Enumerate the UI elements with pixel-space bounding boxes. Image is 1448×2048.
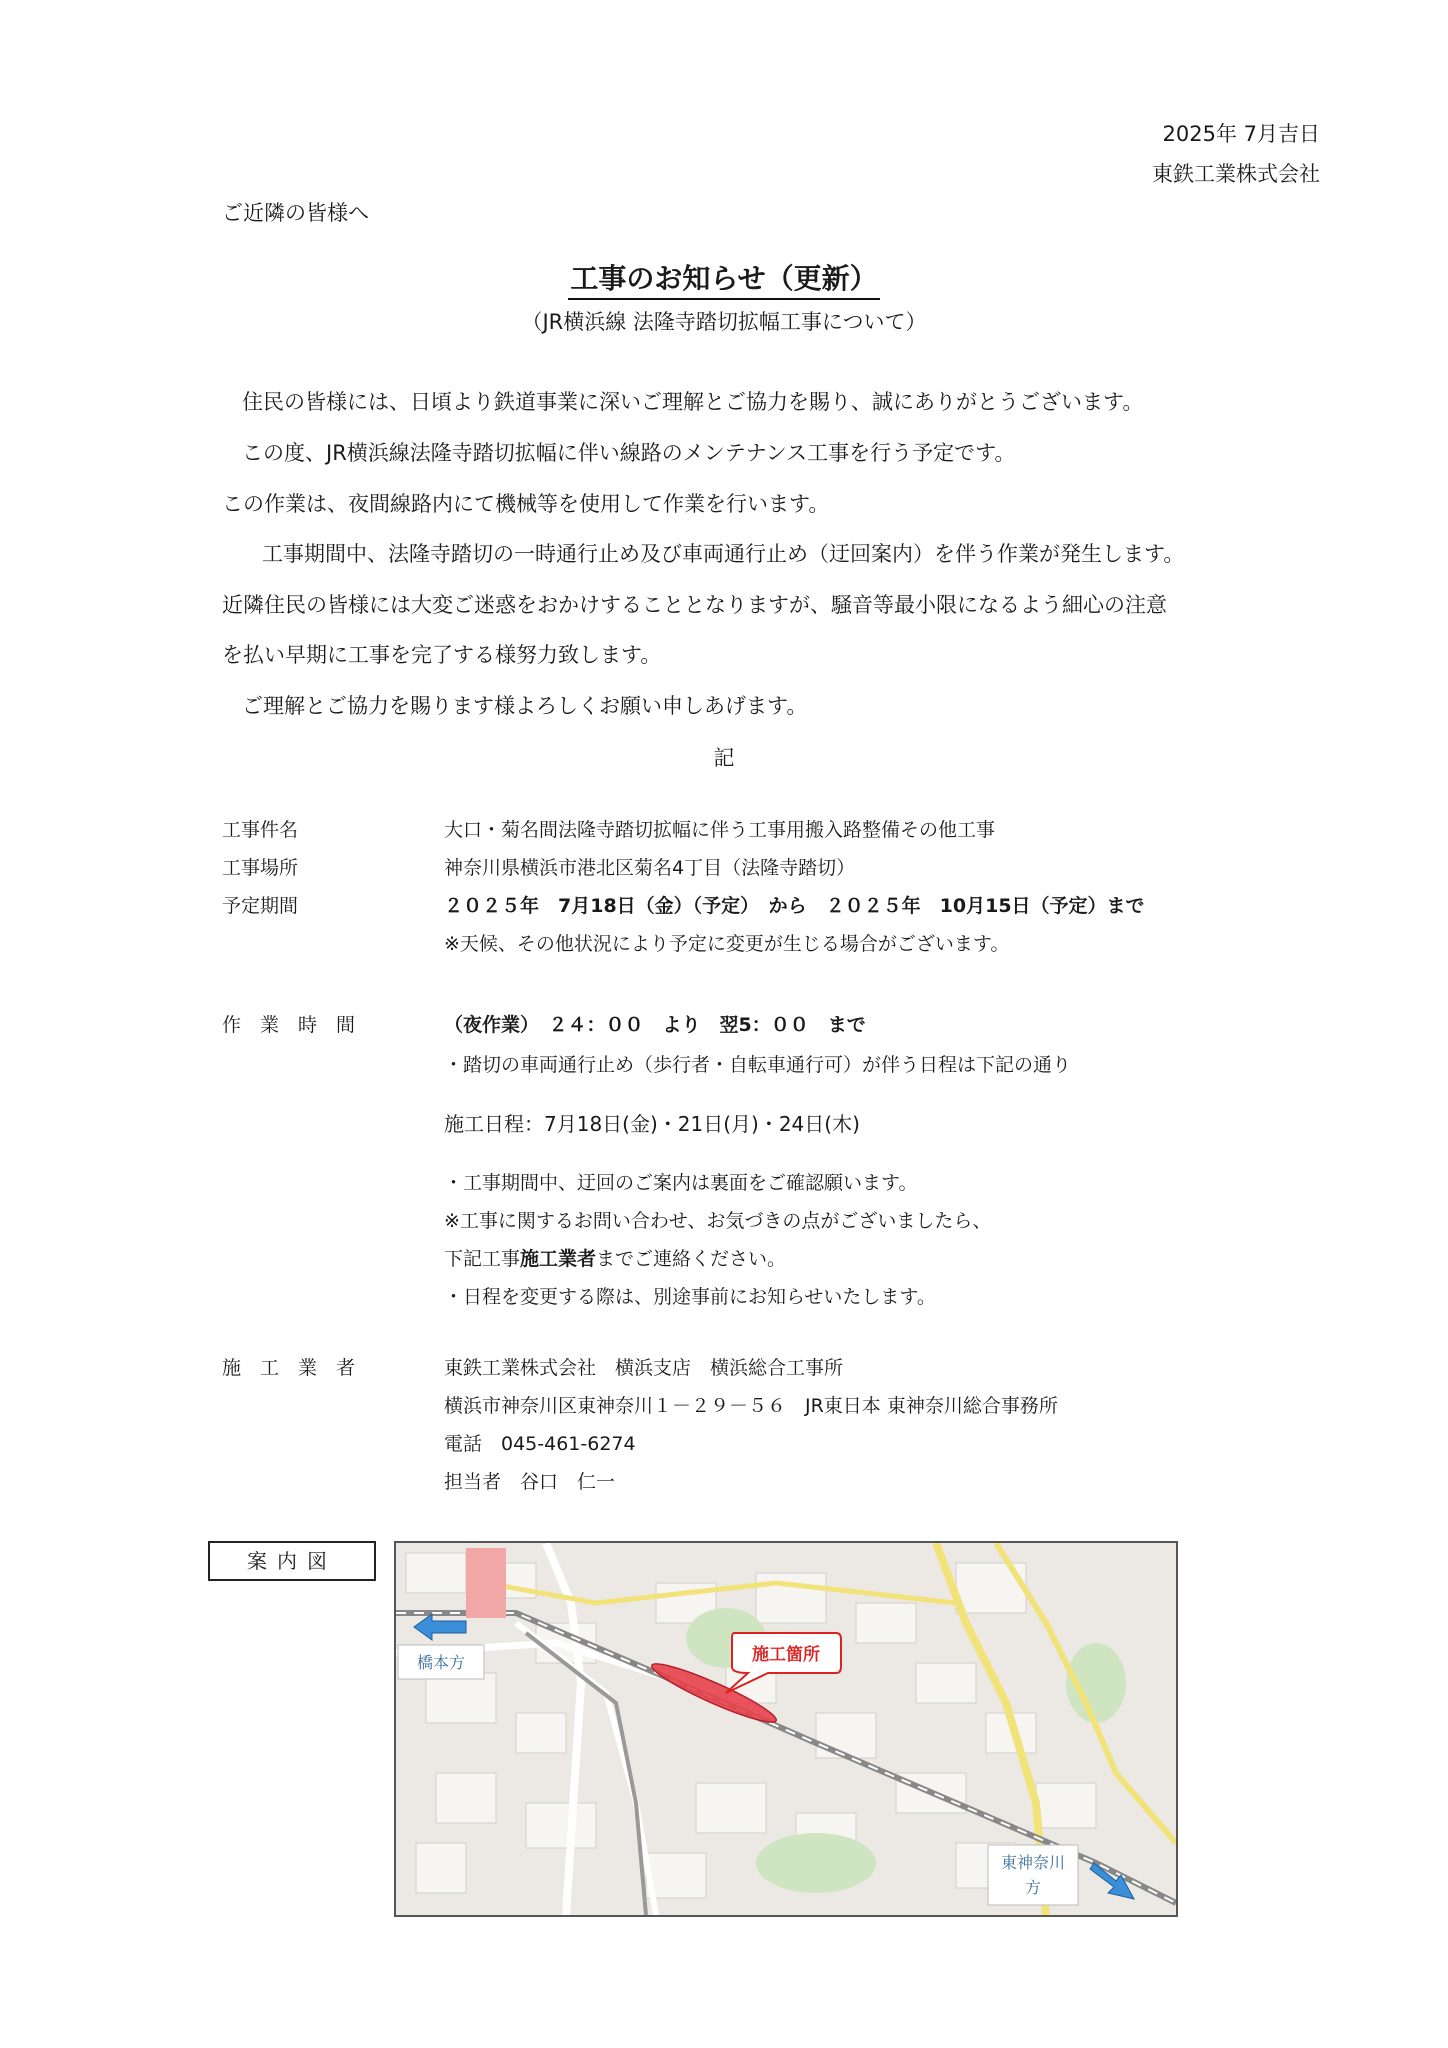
map-svg (396, 1543, 1176, 1915)
body-paragraph-1: 住民の皆様には、日頃より鉄道事業に深いご理解とご協力を賜り、誠にありがとうございます。 (242, 390, 1144, 414)
contractor-line-1: 東鉄工業株式会社 横浜支店 横浜総合工事所 (444, 1357, 844, 1379)
contractor-label: 施 工 業 者 (222, 1357, 356, 1379)
body-paragraph-6: を払い早期に工事を完了する様努力致します。 (222, 643, 662, 667)
note-contact (444, 1244, 786, 1271)
station-icon (466, 1548, 506, 1618)
body-paragraph-2: この度、JR横浜線法隆寺踏切拡幅に伴い線路のメンテナンス工事を行う予定です。 (242, 441, 1016, 465)
place-label: 工事場所 (222, 857, 299, 879)
note-schedule-change: ・日程を変更する際は、別途事前にお知らせいたします。 (444, 1286, 936, 1308)
note-inquiry: ※工事に関するお問い合わせ、お気づきの点がございましたら、 (444, 1210, 992, 1232)
hours-label: 作 業 時 間 (222, 1014, 356, 1036)
body-paragraph-4: 工事期間中、法隆寺踏切の一時通行止め及び車両通行止め（迂回案内）を伴う作業が発生します。 (262, 542, 1185, 566)
notice-date: 2025年 7月吉日 (1162, 122, 1320, 146)
period-label: 予定期間 (222, 895, 299, 917)
subtitle: （JR横浜線 法隆寺踏切拡幅工事について） (521, 310, 927, 334)
page-title (0, 257, 1448, 297)
hours-value: （夜作業） ２４：００ より 翌5：００ まで (444, 1014, 866, 1036)
site-label: 施工箇所 (752, 1645, 820, 1665)
place-value: 神奈川県横浜市港北区菊名4丁目（法隆寺踏切） (444, 857, 856, 879)
guide-map (394, 1541, 1178, 1917)
note-contact-contractor: 施工業者 (520, 1248, 597, 1270)
contractor-line-2: 横浜市神奈川区東神奈川１－２９－５６ JR東日本 東神奈川総合事務所 (444, 1395, 1058, 1417)
period-note: ※天候、その他状況により予定に変更が生じる場合がございます。 (444, 933, 1010, 955)
hours-note: ・踏切の車両通行止め（歩行者・自転車通行可）が伴う日程は下記の通り (444, 1054, 1072, 1076)
note-detour: ・工事期間中、迂回のご案内は裏面をご確認願います。 (444, 1172, 918, 1194)
project-label: 工事件名 (222, 819, 299, 841)
note-contact-suffix: までご連絡ください。 (596, 1248, 787, 1270)
title-text: 工事のお知らせ（更新） (568, 262, 879, 300)
contractor-line-3: 電話 045-461-6274 (444, 1433, 636, 1455)
project-value: 大口・菊名間法隆寺踏切拡幅に伴う工事用搬入路整備その他工事 (444, 819, 996, 841)
body-paragraph-3: この作業は、夜間線路内にて機械等を使用して作業を行います。 (222, 492, 830, 516)
greeting: ご近隣の皆様へ (222, 201, 369, 225)
map-label: 案内図 (208, 1541, 376, 1581)
body-paragraph-5: 近隣住民の皆様には大変ご迷惑をおかけすることとなりますが、騒音等最小限になるよう細心の注意 (222, 593, 1167, 617)
west-label: 橋本方 (416, 1653, 466, 1672)
body-paragraph-7: ご理解とご協力を賜ります様よろしくお願い申しあげます。 (242, 694, 808, 718)
note-contact-prefix: 下記工事 (444, 1248, 521, 1270)
period-value: ２０２５年 7月18日（金）（予定） から ２０２５年 10月15日（予定）まで (444, 895, 1145, 917)
east-label-1: 東神奈川 (1000, 1853, 1066, 1872)
east-label-2: 方 (1024, 1878, 1042, 1897)
schedule: 施工日程：7月18日(金)・21日(月)・24日(木) (444, 1112, 860, 1136)
issuer-company: 東鉄工業株式会社 (1152, 162, 1320, 186)
ki-heading: 記 (713, 746, 735, 770)
contractor-line-4: 担当者 谷口 仁一 (444, 1471, 616, 1493)
